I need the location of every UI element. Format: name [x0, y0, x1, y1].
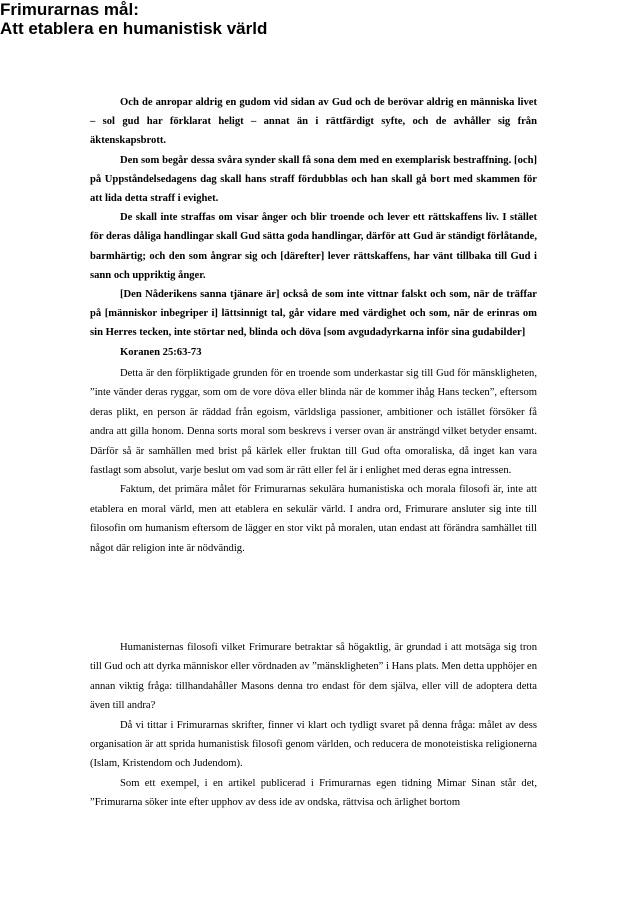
body-paragraph: Som ett exempel, i en artikel publicerad i Frimurarnas egen tidning Mimar Sinan står det, ”Frimurarna söker inte efter upphov av dess ide av ondska, rättvisa och ärlighet bortom — [90, 777, 537, 809]
body-section-2 — [90, 638, 537, 813]
quran-quote-block — [90, 93, 537, 362]
body-section-1 — [90, 364, 537, 558]
section-heading-line-2: Att etablera en humanistisk värld — [0, 19, 268, 38]
section-heading-line-1: Frimurarnas mål: — [0, 0, 139, 19]
quote-paragraph: Och de anropar aldrig en gudom vid sidan av Gud och de berövar aldrig en människa livet – sol gud har förklarat heligt – annat än i rättfärdigt syfte, och de avhåller sig från äktenskapsbrott. — [90, 97, 537, 147]
body-paragraph: Detta är den förpliktigade grunden för en troende som underkastar sig till Gud för mänskligheten, ”inte vänder deras ryggar, som om de vore döva eller blinda när de kommer ihåg Hans tecken”, eftersom deras plikt, en person är räddad från egoism, världsliga passioner, ambitioner och istället försöker få andra att gilla honom. Denna sorts moral som beskrevs i verser ovan är ansträngd vilket betyder ensamt. Därför så är samhällen med brist på kärlek eller fruktan till Gud ofta omoraliska, då inget kan vara fastlagt som absolut, varje beslut om vad som är rätt eller fel är i enlighet med deras egna intressen. — [90, 368, 537, 477]
quote-paragraph: De skall inte straffas om visar ånger och blir troende och lever ett rättskaffens liv. I stället för deras dåliga handlingar skall Gud sätta goda handlingar, därför att Gud är ständigt förlåtande, barmhärtig; och den som ångrar sig och [därefter] lever rättskaffens, har vänt tillbaka till Gud i sann och uppriktig ånger. — [90, 212, 537, 281]
body-paragraph: Faktum, det primära målet för Frimurarnas sekulära humanistiska och morala filosofi är, inte att etablera en moral värld, men att etablera en sekulär värld. I andra ord, Frimurare ansluter sig inte till filosofin om humanism eftersom de lägger en stor vikt på moralen, utan endast att förändra samhället till något där religion inte är nödvändig. — [90, 484, 537, 554]
quote-source: Koranen 25:63-73 — [120, 346, 202, 358]
body-paragraph: Då vi tittar i Frimurarnas skrifter, finner vi klart och tydligt svaret på denna fråga: målet av dess organisation är att sprida humanistisk filosofi genom världen, och reducera de monoteistiska religionerna (Islam, Kristendom och Judendom). — [90, 719, 537, 770]
section-heading — [0, 0, 420, 38]
quote-paragraph: Den som begår dessa svåra synder skall få sona dem med en exemplarisk bestraffning. [och] på Uppståndelsedagens dag skall hans straff fördubblas och han skall gå bort med skammen för att lida detta straff i evighet. — [90, 154, 537, 205]
body-paragraph: Humanisternas filosofi vilket Frimurare betraktar så högaktlig, är grundad i att motsäga sig tron till Gud och att dyrka människor eller vördnaden av ”mänskligheten” i Hans plats. Men detta upphöjer en annan viktig fråga: tillhandahåller Masons denna tro endast för dem själva, eller vill de adoptera detta även till andra? — [90, 642, 537, 712]
quote-paragraph: [Den Nåderikens sanna tjänare är] också de som inte vittnar falskt och som, när de träffar på [människor inbegriper i] lättsinnigt tal, går vidare med värdighet och som, när de erinras om sin Herres tecken, inte störtar ned, blinda och döva [som avgudadyrkarna inför sina gudabilder] — [90, 289, 537, 339]
